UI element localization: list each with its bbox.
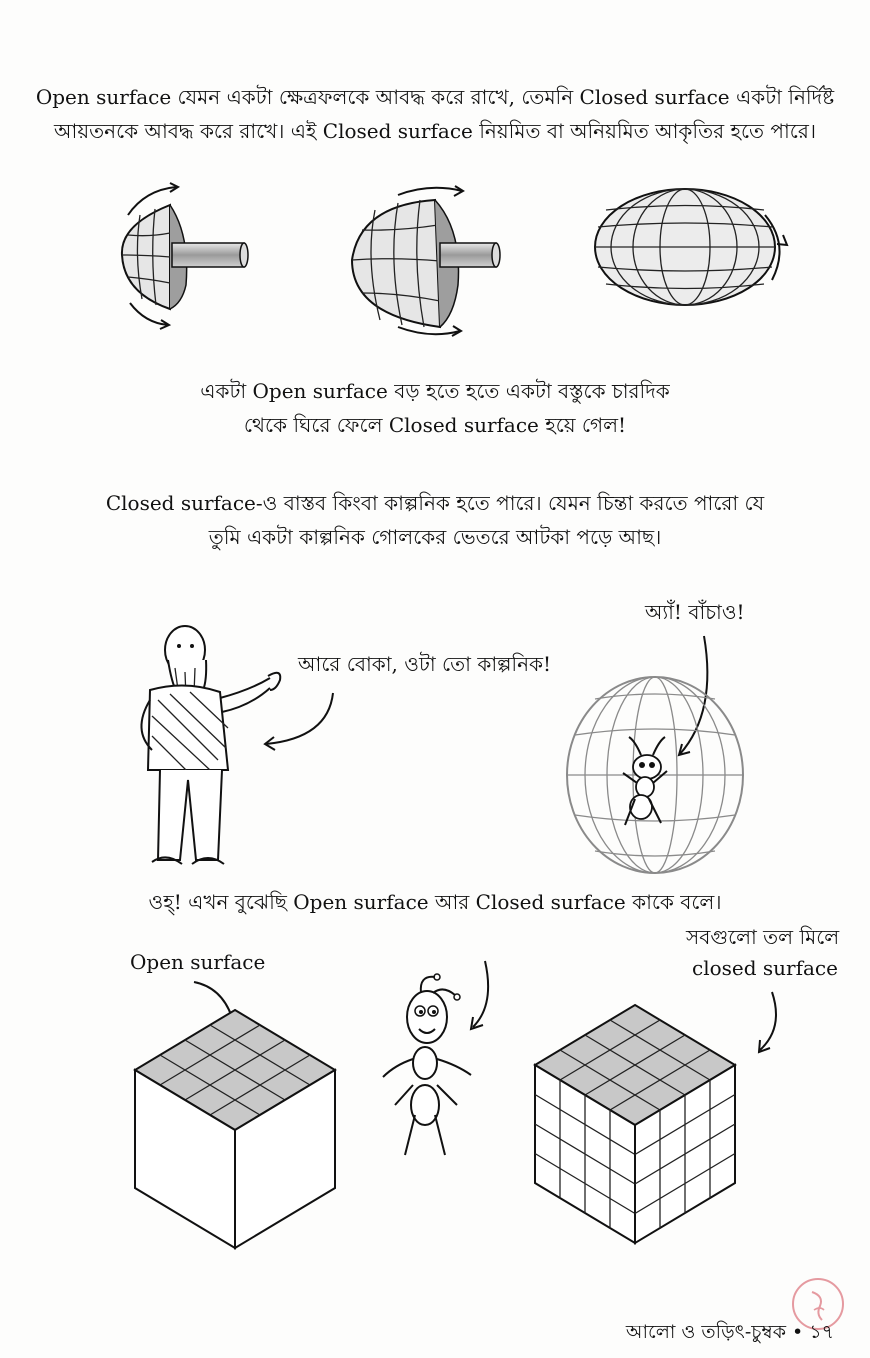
closed-surface-label-line-1: সবগুলো তল মিলে [686, 925, 840, 949]
footer-bullet: • [792, 1321, 804, 1343]
intro-paragraph [30, 80, 840, 148]
intro-line-2: আয়তনকে আবদ্ধ করে রাখে। এই Closed surface নিয়মিত বা অনিয়মিত আকৃতির হতে পারে। [54, 119, 816, 143]
closed-surface-label-line-2: closed surface [692, 956, 838, 980]
open-surface-cube [135, 1010, 345, 1250]
larger-open-surface [352, 186, 500, 336]
imaginary-sphere-with-ant [565, 675, 745, 875]
small-open-surface [122, 183, 248, 329]
para2-line-2: তুমি একটা কাল্পনিক গোলকের ভেতরে আটকা পড়ে আছ। [208, 525, 662, 549]
closed-surface-cube [535, 1005, 745, 1245]
thinking-ant-illustration [375, 955, 505, 1165]
imaginary-surface-paragraph [30, 486, 840, 554]
surface-evolution-figure [0, 175, 870, 345]
open-surface-label: Open surface [130, 950, 266, 974]
page-number: ১৭ [809, 1321, 834, 1343]
figure1-caption-line-2: থেকে ঘিরে ফেলে Closed surface হয়ে গেল! [243, 413, 627, 437]
trapped-ant-icon [623, 737, 667, 825]
intro-line-1: Open surface যেমন একটা ক্ষেত্রফলকে আবদ্ধ করে রাখে, তেমনি Closed surface একটা নির্দিষ্ট [35, 85, 835, 109]
scientist-speech: আরে বোকা, ওটা তো কাল্পনিক! [298, 652, 552, 676]
para2-line-1: Closed surface-ও বাস্তব কিংবা কাল্পনিক হতে পারে। যেমন চিন্তা করতে পারো যে [105, 491, 765, 515]
ant-speech: অ্যাঁ! বাঁচাও! [645, 600, 745, 624]
scientist-speech-arrow [258, 688, 348, 758]
page-footer [626, 1318, 834, 1350]
figure1-caption [0, 374, 870, 442]
figure1-caption-line-1: একটা Open surface বড় হতে হতে একটা বস্তুকে চারদিক [200, 379, 670, 403]
book-title: আলো ও তড়িৎ-চুম্বক [625, 1321, 786, 1343]
closed-surface-arrow [752, 988, 792, 1058]
realization-text: ওহ্! এখন বুঝেছি Open surface আর Closed surface কাকে বলে। [148, 890, 722, 914]
closed-ellipsoid [595, 189, 787, 305]
